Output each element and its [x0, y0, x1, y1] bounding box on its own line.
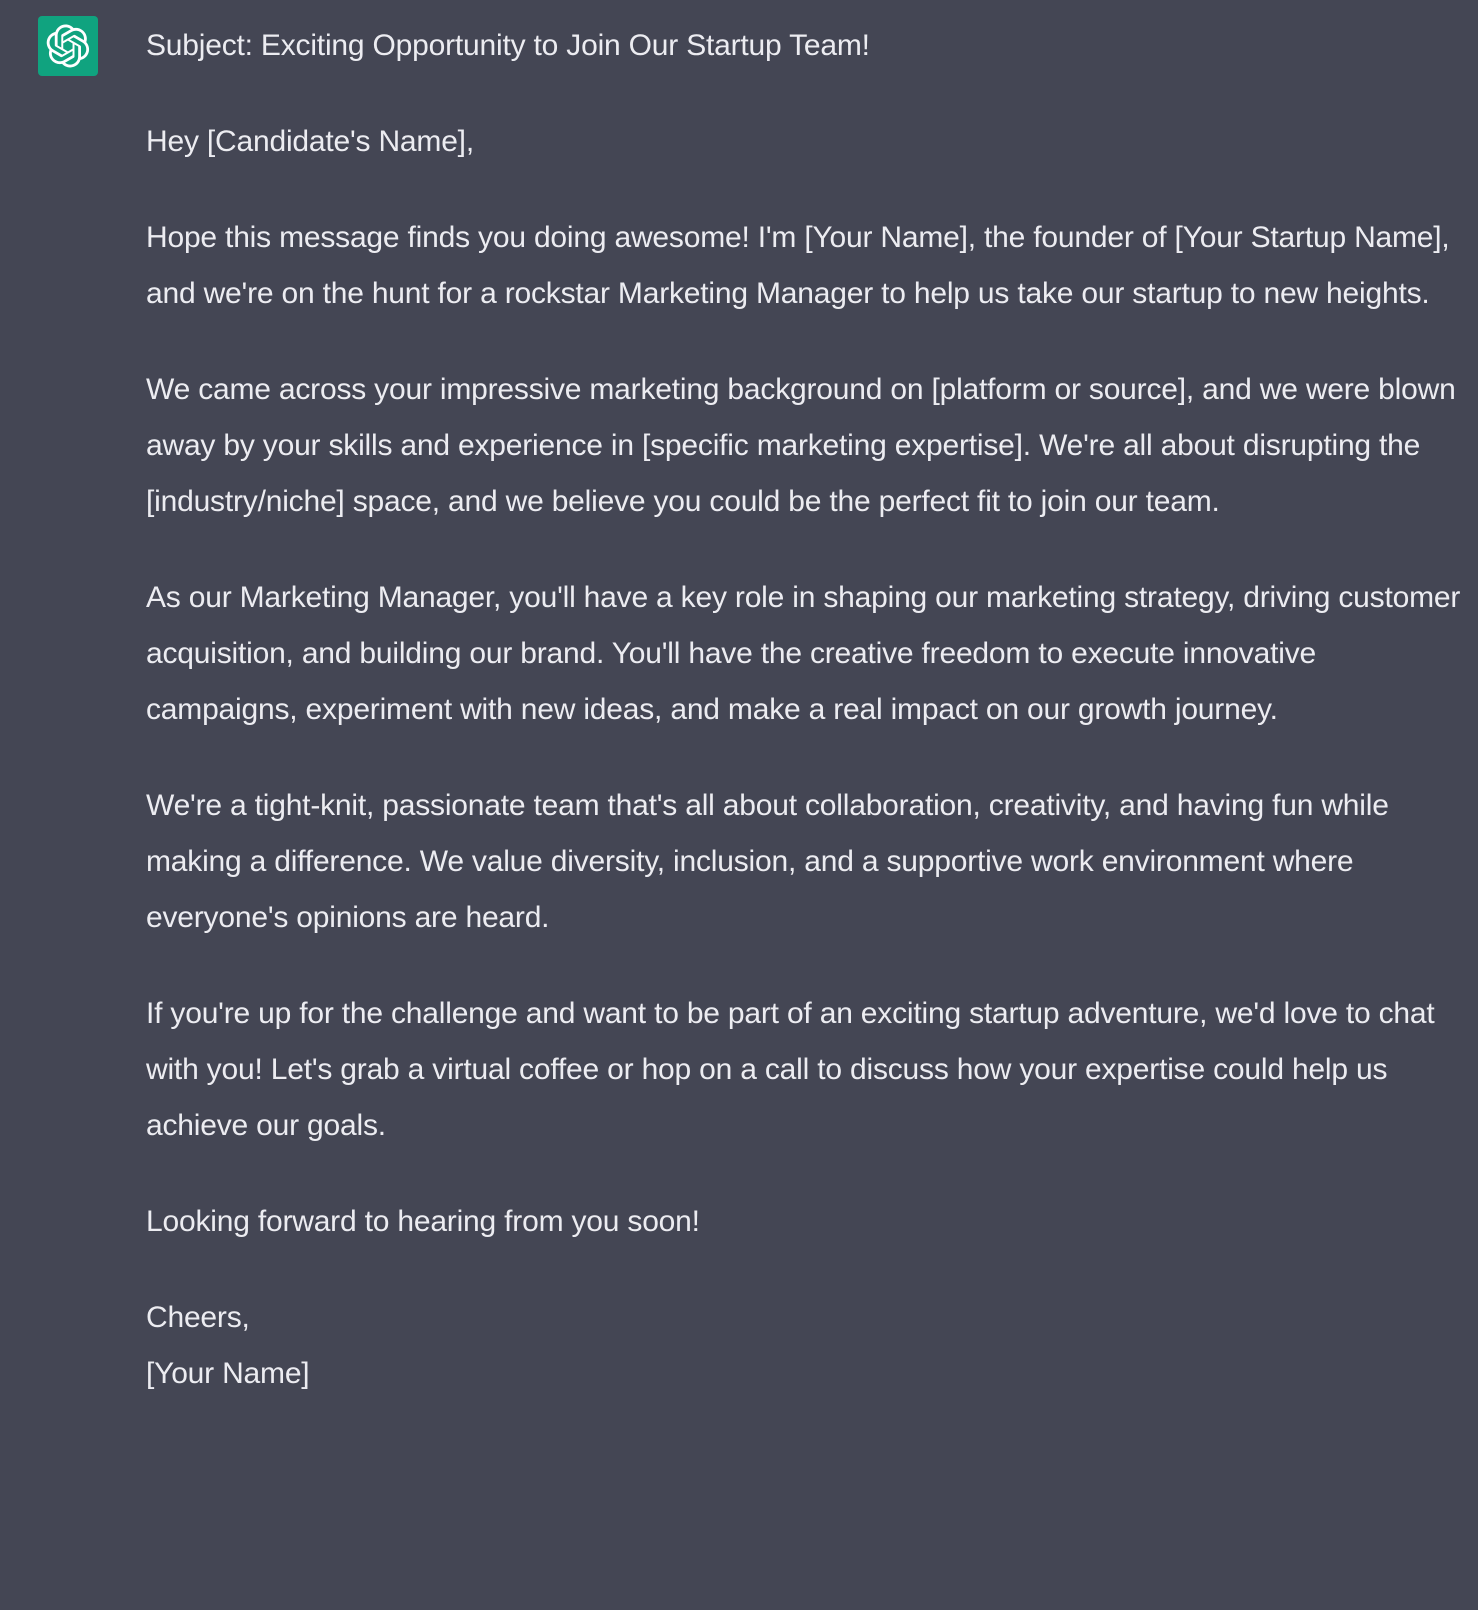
message-body	[146, 18, 1462, 1402]
email-paragraph-role: As our Marketing Manager, you'll have a key role in shaping our marketing strategy, driving customer acquisition, and building our brand. You'll have the creative freedom to execute innovative campaigns, experiment with new ideas, and make a real impact on our growth journey.	[146, 581, 1461, 726]
openai-logo-icon	[46, 24, 90, 68]
email-paragraph-intro: Hope this message finds you doing awesome! I'm [Your Name], the founder of [Your Startup Name], and we're on the hunt for a rockstar Marketing Manager to help us take our startup to new heights.	[146, 221, 1450, 310]
email-signature-name: [Your Name]	[146, 1357, 310, 1390]
email-greeting: Hey [Candidate's Name],	[146, 125, 474, 158]
assistant-avatar	[38, 16, 98, 76]
email-signature	[146, 1290, 1462, 1402]
email-paragraph-call-to-action: If you're up for the challenge and want to be part of an exciting startup adventure, we'd love to chat with you! Let's grab a virtual coffee or hop on a call to discuss how your expertise could help us achieve our goals.	[146, 997, 1435, 1142]
email-paragraph-background: We came across your impressive marketing background on [platform or source], and we were blown away by your skills and experience in [specific marketing expertise]. We're all about disrupting the [industry/niche] space, and we believe you could be the perfect fit to join our team.	[146, 373, 1456, 518]
email-paragraph-closing-line: Looking forward to hearing from you soon!	[146, 1205, 700, 1238]
email-subject: Subject: Exciting Opportunity to Join Our Startup Team!	[146, 29, 870, 62]
email-closing: Cheers,	[146, 1301, 250, 1334]
email-paragraph-team: We're a tight-knit, passionate team that's all about collaboration, creativity, and having fun while making a difference. We value diversity, inclusion, and a supportive work environment where everyone's opinions are heard.	[146, 789, 1389, 934]
